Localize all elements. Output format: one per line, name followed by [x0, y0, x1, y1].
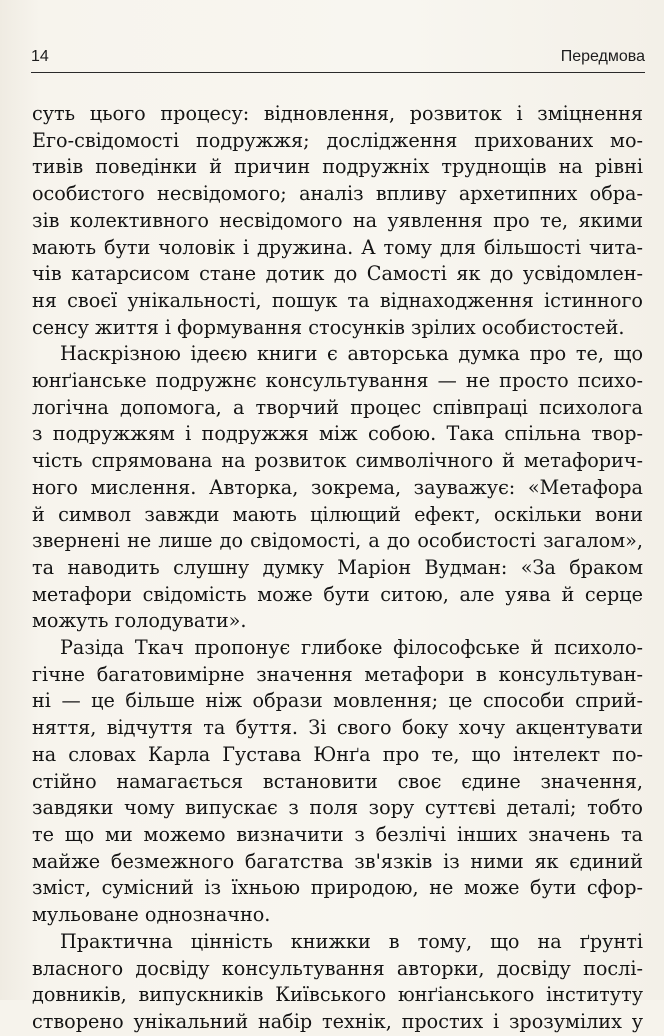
- text-line: особистого несвідомого; аналіз впливу архетипних обра-: [32, 182, 643, 206]
- text-line: юнґіанське подружнє консультування — не просто психо-: [32, 369, 643, 393]
- text-line: тивів поведінки й причин подружніх труднощів на рівні: [32, 155, 643, 179]
- page-header: [31, 46, 645, 73]
- text-line: зміст, сумісний із їхньою природою, не може бути сфор-: [32, 876, 643, 900]
- text-line: й символ завжди мають цілющий ефект, оскільки вони: [32, 502, 643, 526]
- text-line: логічна допомога, а творчий процес співпраці психолога: [32, 395, 643, 419]
- text-line: стійно намагається встановити своє єдине значення,: [32, 769, 643, 793]
- text-line: Практична цінність книжки в тому, що на ґрунті: [60, 929, 643, 953]
- text-line: чів катарсисом стане дотик до Самості як до усвідомлен-: [32, 262, 643, 286]
- text-line: мають бути чоловік і дружина. А тому для більшості чита-: [32, 235, 643, 259]
- text-line: з подружжям і подружжя між собою. Така спільна твор-: [32, 422, 643, 446]
- text-line: та наводить слушну думку Маріон Вудман: «За браком: [32, 555, 643, 579]
- text-line: створено унікальний набір технік, простих і зрозумілих у: [32, 1009, 643, 1033]
- text-line: довників, випускників Київського юнґіанського інституту: [32, 983, 643, 1007]
- paragraph: [32, 341, 643, 635]
- text-line: Разіда Ткач пропонує глибоке філософське й психоло-: [60, 636, 643, 660]
- text-line: гічне багатовимірне значення метафори в консультуван-: [32, 662, 643, 686]
- text-line: на словах Карла Густава Юнґа про те, що інтелект по-: [32, 742, 643, 766]
- body-text: [32, 101, 643, 1036]
- text-line: власного досвіду консультування авторки, досвіду послі-: [32, 956, 643, 980]
- text-line: метафори свідомість може бути ситою, але уява й серце: [32, 582, 643, 606]
- text-line: ного мислення. Авторка, зокрема, зауважує: «Метафора: [32, 475, 643, 499]
- text-line: майже безмежного багатства зв'язків із ними як єдиний: [32, 849, 643, 873]
- text-line: зів колективного несвідомого на уявлення про те, якими: [32, 208, 643, 232]
- page-number: 14: [31, 48, 49, 65]
- running-head: Передмова: [560, 48, 645, 65]
- text-line: мульоване однозначно.: [32, 903, 271, 927]
- text-line: Наскрізною ідеєю книги є авторська думка про те, що: [60, 342, 643, 366]
- text-line: чість спрямована на розвиток символічного й метафорич-: [32, 449, 643, 473]
- text-line: завдяки чому випускає з поля зору суттєві деталі; тобто: [32, 796, 643, 820]
- text-line: суть цього процесу: відновлення, розвиток і зміцнення: [32, 102, 643, 125]
- text-line: ня своєї унікальності, пошук та віднаходження істинного: [32, 288, 643, 312]
- text-line: Его-свідомості подружжя; дослідження прихованих мо-: [32, 128, 643, 152]
- text-line: няття, відчуття та буття. Зі свого боку хочу акцентувати: [32, 716, 643, 740]
- text-line: ні — це більше ніж образи мовлення; це способи сприй-: [32, 689, 643, 713]
- text-line: звернені не лише до свідомості, а до особистості загалом»,: [32, 529, 643, 553]
- paragraph: [32, 635, 643, 929]
- text-line: сенсу життя і формування стосунків зрілих особистостей.: [32, 315, 625, 339]
- paragraph: [32, 101, 643, 341]
- text-line: можуть голодувати».: [32, 609, 247, 633]
- text-line: те що ми можемо визначити з безлічі інших значень та: [32, 822, 643, 846]
- paragraph: [32, 929, 643, 1036]
